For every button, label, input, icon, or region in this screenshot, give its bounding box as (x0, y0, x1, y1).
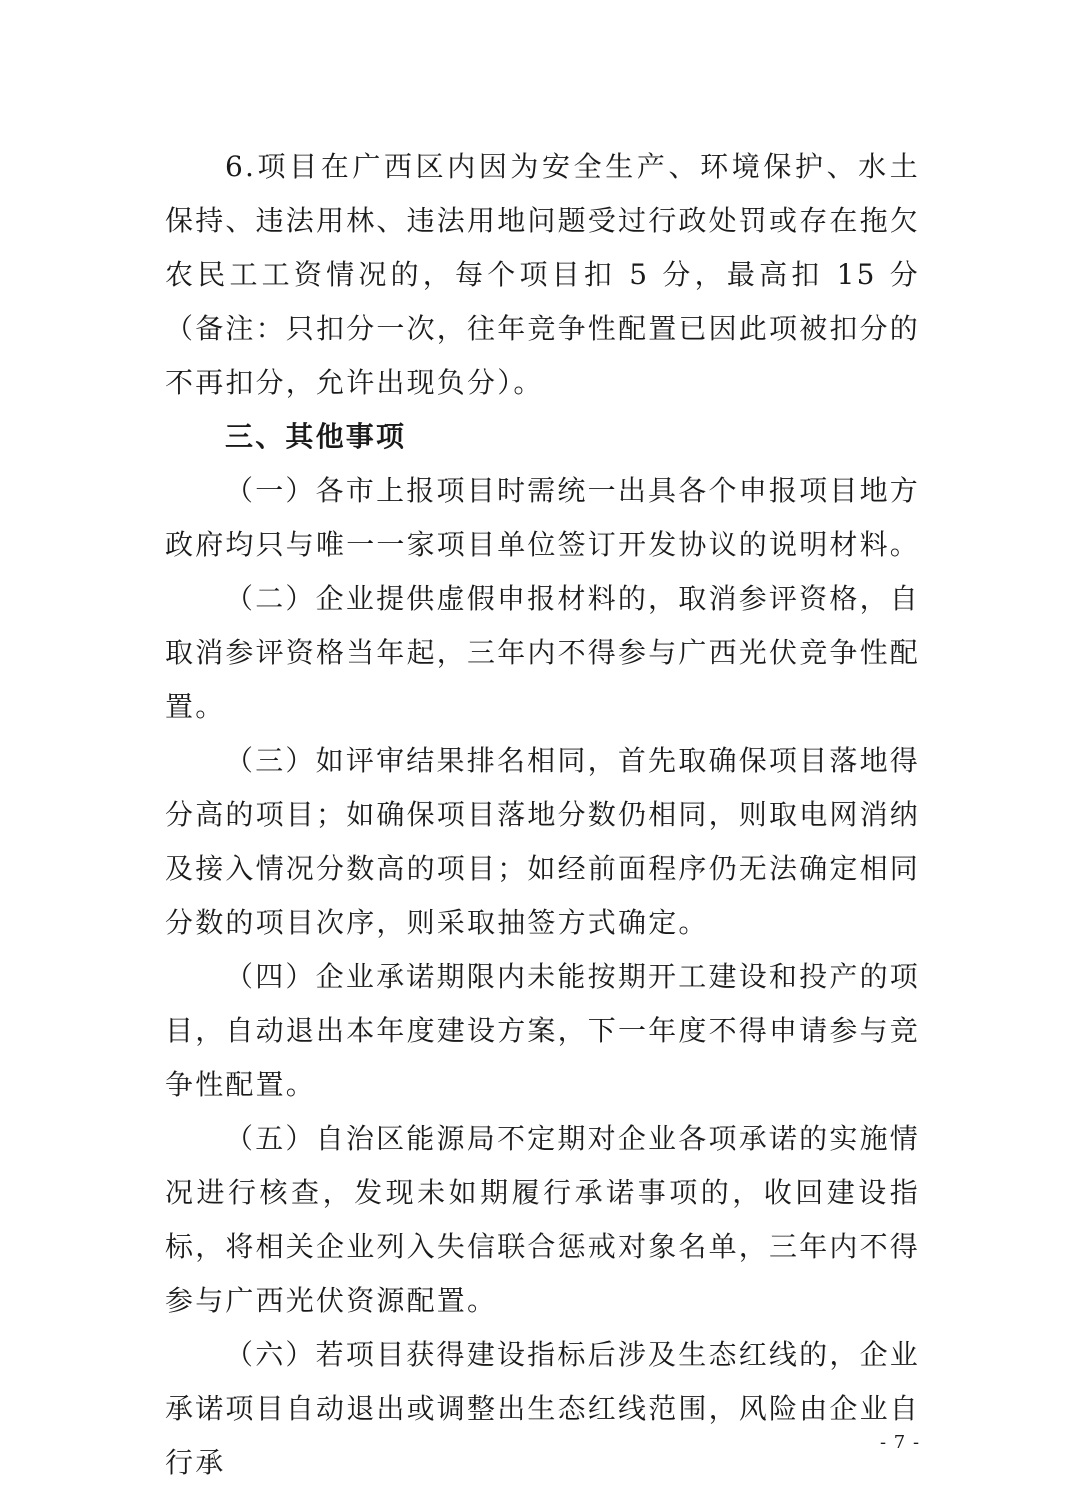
section-heading-other-matters: 三、其他事项 (225, 420, 407, 453)
paragraph-subsection-1: （一）各市上报项目时需统一出具各个申报项目地方政府均只与唯一一家项目单位签订开发协议的说明材料。 (165, 474, 921, 561)
paragraph-subsection-3: （三）如评审结果排名相同，首先取确保项目落地得分高的项目；如确保项目落地分数仍相同，则取电网消纳及接入情况分数高的项目；如经前面程序仍无法确定相同分数的项目次序，则采取抽签方式确定。 (165, 744, 921, 939)
paragraph-subsection-4: （四）企业承诺期限内未能按期开工建设和投产的项目，自动退出本年度建设方案，下一年度不得申请参与竞争性配置。 (165, 960, 921, 1101)
paragraph-subsection-6: （六）若项目获得建设指标后涉及生态红线的，企业承诺项目自动退出或调整出生态红线范围，风险由企业自行承 (165, 1338, 921, 1479)
paragraph-subsection-2: （二）企业提供虚假申报材料的，取消参评资格，自取消参评资格当年起，三年内不得参与广西光伏竞争性配置。 (165, 582, 921, 723)
paragraph-item-6: 6.项目在广西区内因为安全生产、环境保护、水土保持、违法用林、违法用地问题受过行政处罚或存在拖欠农民工工资情况的，每个项目扣 5 分，最高扣 15 分（备注：只扣分一次，往年竞争性配置已因此项被扣分的不再扣分，允许出现负分）。 (165, 150, 921, 399)
page-number: - 7 - (880, 1432, 921, 1453)
paragraph-subsection-5: （五）自治区能源局不定期对企业各项承诺的实施情况进行核查，发现未如期履行承诺事项的，收回建设指标，将相关企业列入失信联合惩戒对象名单，三年内不得参与广西光伏资源配置。 (165, 1122, 921, 1317)
document-body (165, 140, 920, 1490)
